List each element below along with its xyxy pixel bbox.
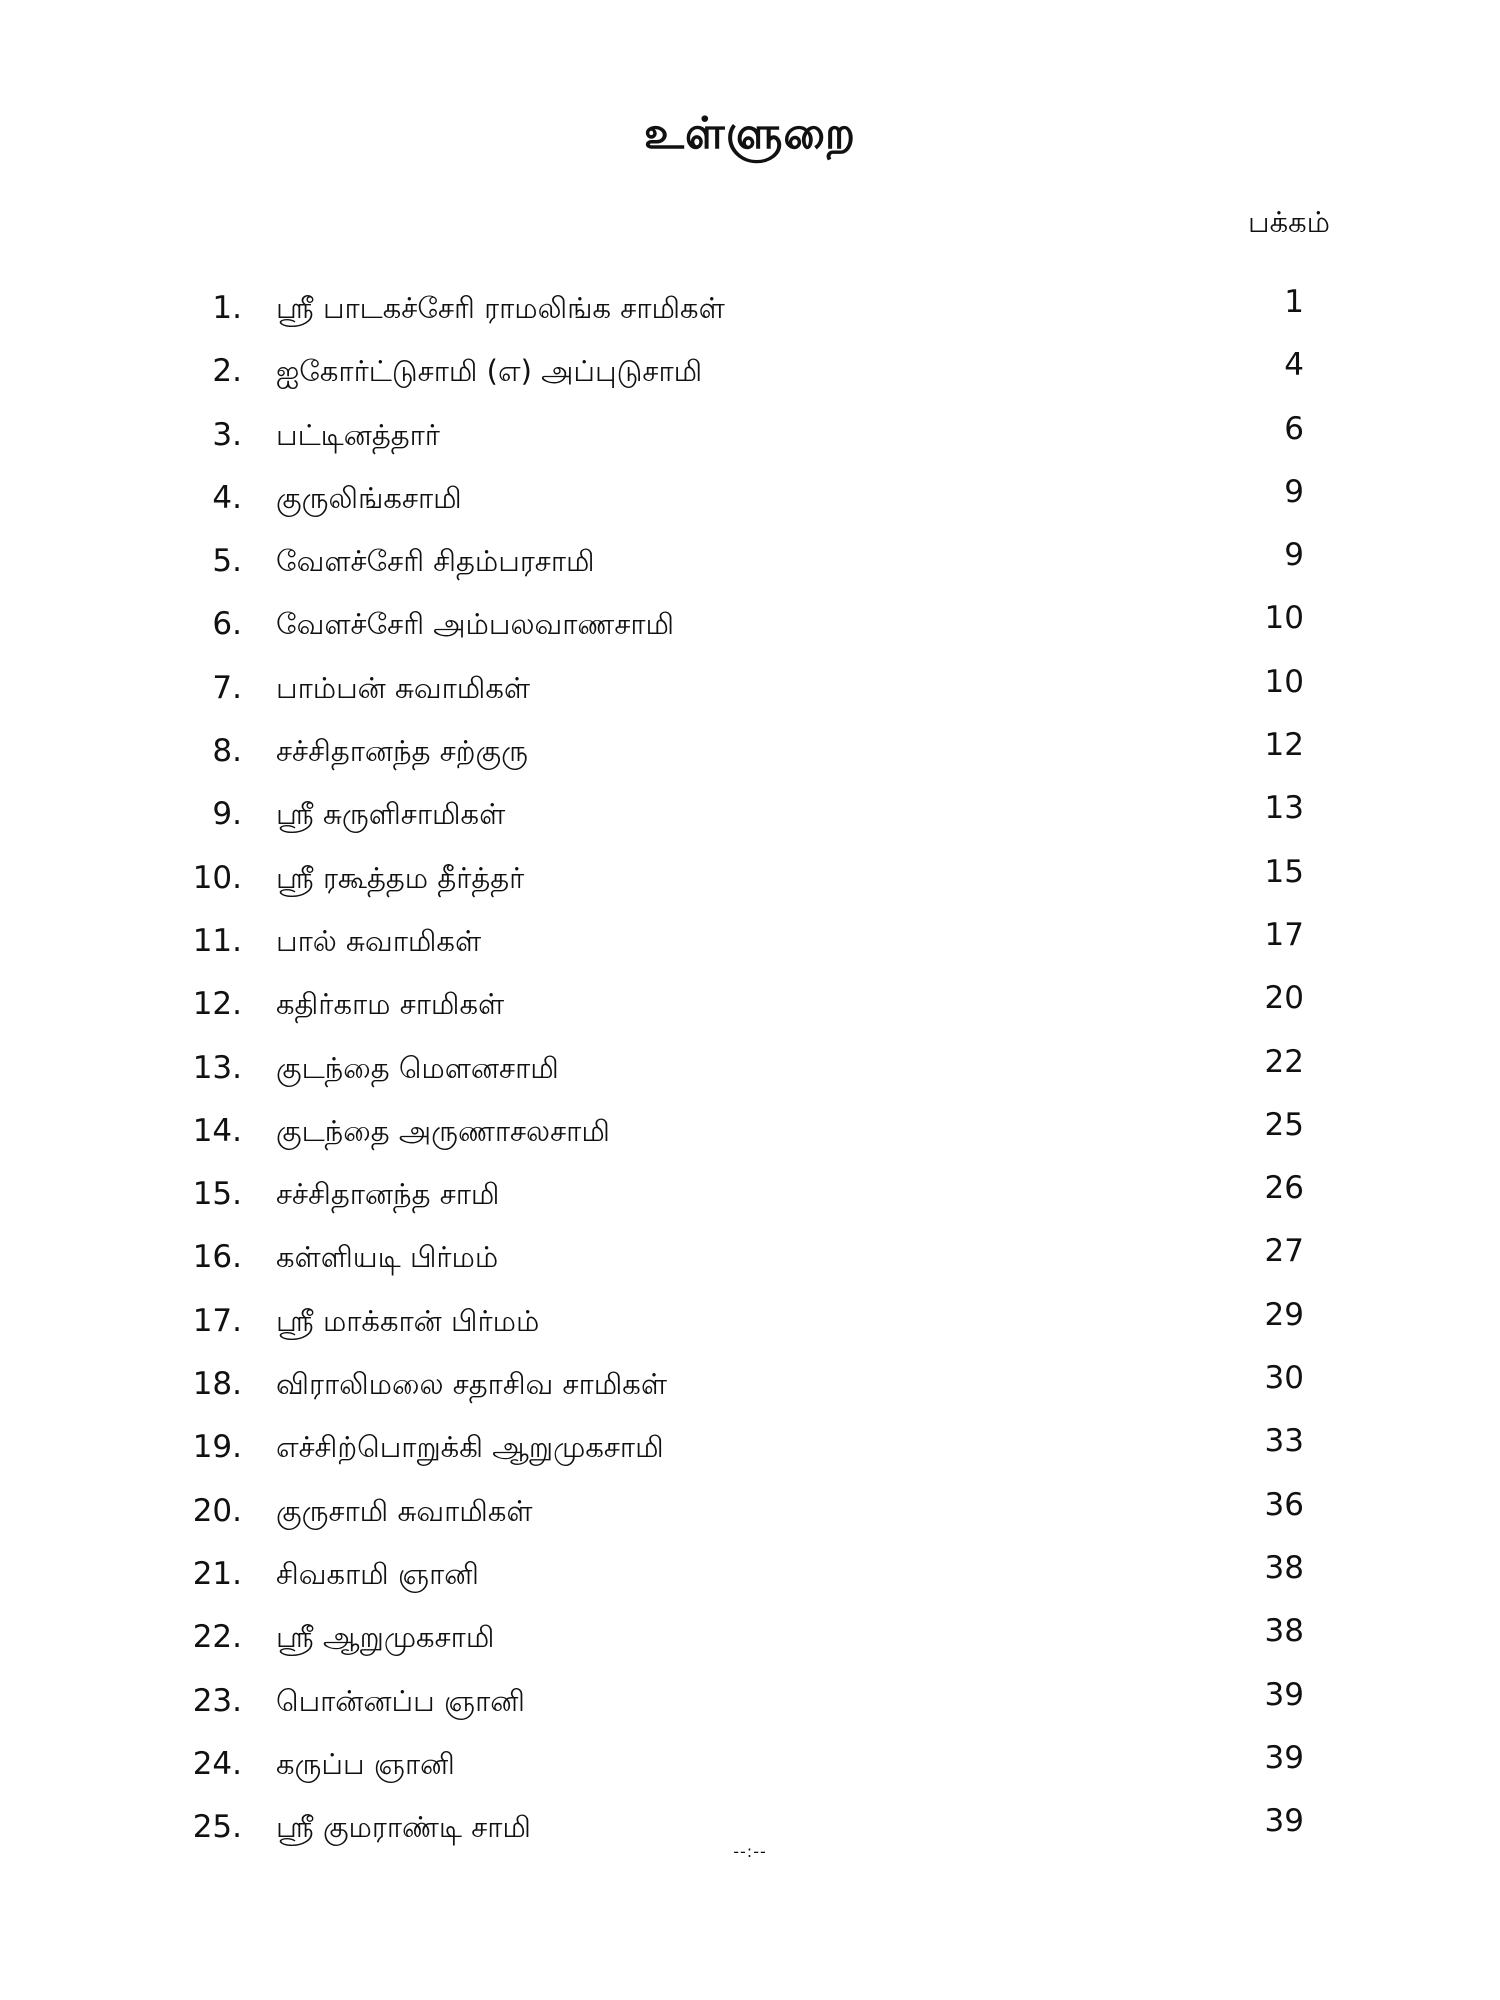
toc-entry-page-number: 27	[1264, 1233, 1304, 1270]
toc-entry-page-number: 15	[1264, 853, 1304, 890]
toc-entry-number: 8.	[212, 733, 242, 770]
toc-entry-number: 21.	[192, 1555, 242, 1592]
toc-entry	[0, 347, 1500, 410]
toc-entry-page-number: 12	[1264, 727, 1304, 764]
toc-entry-title: குடந்தை மௌனசாமி	[276, 1050, 559, 1085]
toc-entry-title: குருலிங்கசாமி	[276, 480, 462, 515]
toc-entry-title: குருசாமி சுவாமிகள்	[276, 1493, 533, 1528]
toc-entry-number: 19.	[192, 1429, 242, 1466]
toc-entry-page-number: 39	[1264, 1803, 1304, 1840]
toc-entry	[0, 1044, 1500, 1107]
toc-entry-page-number: 29	[1264, 1296, 1304, 1333]
toc-entry	[0, 1740, 1500, 1803]
toc-entry-number: 4.	[212, 479, 242, 516]
toc-entry-title: கள்ளியடி பிர்மம்	[276, 1240, 499, 1275]
toc-entry-page-number: 17	[1264, 916, 1304, 953]
toc-entry-page-number: 10	[1264, 600, 1304, 637]
toc-entry	[0, 1550, 1500, 1613]
toc-entry	[0, 1297, 1500, 1360]
toc-entry-number: 16.	[192, 1239, 242, 1276]
toc-entry-number: 9.	[212, 796, 242, 833]
toc-entry-number: 18.	[192, 1366, 242, 1403]
toc-entry-number: 6.	[212, 606, 242, 643]
toc-entry-title: சச்சிதானந்த சாமி	[276, 1177, 500, 1212]
toc-entry-title: கதிர்காம சாமிகள்	[276, 987, 505, 1022]
toc-entry-page-number: 20	[1264, 980, 1304, 1017]
toc-entry-page-number: 33	[1264, 1423, 1304, 1460]
footer-mark: --:--	[733, 1842, 767, 1861]
toc-entry-number: 25.	[192, 1809, 242, 1846]
toc-entry	[0, 1170, 1500, 1233]
toc-entry-number: 20.	[192, 1492, 242, 1529]
toc-entry	[0, 1613, 1500, 1676]
toc-entry	[0, 1107, 1500, 1170]
toc-entry-title: ஸ்ரீ சுருளிசாமிகள்	[276, 797, 506, 832]
toc-entry-title: ஸ்ரீ ரகூத்தம தீர்த்தர்	[276, 860, 525, 895]
toc-entry-page-number: 10	[1264, 663, 1304, 700]
toc-entry-page-number: 38	[1264, 1549, 1304, 1586]
toc-entry	[0, 474, 1500, 537]
toc-entry-page-number: 25	[1264, 1106, 1304, 1143]
toc-entry-number: 5.	[212, 543, 242, 580]
toc-entry-page-number: 30	[1264, 1360, 1304, 1397]
toc-entry-title: சிவகாமி ஞானி	[276, 1556, 479, 1591]
toc-entry	[0, 980, 1500, 1043]
toc-entry	[0, 284, 1500, 347]
toc-entry	[0, 727, 1500, 790]
toc-entry-page-number: 1	[1284, 284, 1304, 320]
toc-entry-page-number: 6	[1284, 410, 1304, 447]
toc-entry-title: வேளச்சேரி அம்பலவாணசாமி	[276, 607, 675, 642]
toc-entry-title: பட்டினத்தார்	[276, 417, 440, 452]
toc-entry-title: ஸ்ரீ ஆறுமுகசாமி	[276, 1620, 495, 1655]
toc-entry	[0, 1360, 1500, 1423]
toc-entry	[0, 411, 1500, 474]
toc-entry-page-number: 9	[1284, 537, 1304, 574]
toc-entry-number: 7.	[212, 669, 242, 706]
toc-entry-number: 17.	[192, 1302, 242, 1339]
toc-entry-number: 12.	[192, 986, 242, 1023]
toc-entry	[0, 1677, 1500, 1740]
toc-entry	[0, 1487, 1500, 1550]
toc-entry-page-number: 39	[1264, 1739, 1304, 1776]
toc-entry	[0, 664, 1500, 727]
toc-entry-number: 1.	[212, 290, 242, 326]
toc-entry	[0, 537, 1500, 600]
toc-entry-page-number: 36	[1264, 1486, 1304, 1523]
toc-entry-number: 24.	[192, 1745, 242, 1782]
toc-entry-page-number: 38	[1264, 1613, 1304, 1650]
toc-entry-title: பொன்னப்ப ஞானி	[276, 1683, 525, 1718]
toc-entry-title: பாம்பன் சுவாமிகள்	[276, 670, 531, 705]
toc-entry-page-number: 22	[1264, 1043, 1304, 1080]
toc-entry-title: ஸ்ரீ குமராண்டி சாமி	[276, 1810, 531, 1845]
toc-entry-number: 14.	[192, 1112, 242, 1149]
toc-entry-number: 13.	[192, 1049, 242, 1086]
toc-entry-title: ஸ்ரீ மாக்கான் பிர்மம்	[276, 1303, 540, 1338]
toc-entry-page-number: 9	[1284, 473, 1304, 510]
toc-entry-title: விராலிமலை சதாசிவ சாமிகள்	[276, 1367, 667, 1402]
toc-entry-number: 11.	[192, 922, 242, 959]
toc-entry-number: 15.	[192, 1176, 242, 1213]
toc-entry	[0, 1233, 1500, 1296]
toc-entry	[0, 790, 1500, 853]
toc-entry-number: 10.	[192, 859, 242, 896]
toc-entry-title: எச்சிற்பொறுக்கி ஆறுமுகசாமி	[276, 1430, 664, 1465]
toc-entry-number: 3.	[212, 416, 242, 453]
toc-entry-title: கருப்ப ஞானி	[276, 1746, 455, 1781]
toc-entry	[0, 600, 1500, 663]
toc-entry-page-number: 26	[1264, 1170, 1304, 1207]
toc-entry-number: 22.	[192, 1619, 242, 1656]
toc-entry-title: பால் சுவாமிகள்	[276, 923, 482, 958]
toc-entry-title: ஸ்ரீ பாடகச்சேரி ராமலிங்க சாமிகள்	[276, 291, 725, 325]
toc-entry-title: குடந்தை அருணாசலசாமி	[276, 1113, 610, 1148]
toc-entry-title: வேளச்சேரி சிதம்பரசாமி	[276, 544, 595, 579]
toc-entry-number: 2.	[212, 353, 242, 390]
page-title: உள்ளுறை	[644, 108, 856, 159]
toc-entry	[0, 1423, 1500, 1486]
toc-entry	[0, 917, 1500, 980]
page-column-header: பக்கம்	[1247, 205, 1330, 239]
toc-entry-title: சச்சிதானந்த சற்குரு	[276, 734, 528, 769]
toc-entry	[0, 854, 1500, 917]
toc-entry-number: 23.	[192, 1682, 242, 1719]
toc-entry-page-number: 4	[1284, 347, 1304, 384]
toc-entry-title: ஐகோர்ட்டுசாமி (எ) அப்புடுசாமி	[276, 354, 703, 389]
toc-entry-page-number: 39	[1264, 1676, 1304, 1713]
toc-entry-page-number: 13	[1264, 790, 1304, 827]
table-of-contents	[0, 284, 1500, 1866]
